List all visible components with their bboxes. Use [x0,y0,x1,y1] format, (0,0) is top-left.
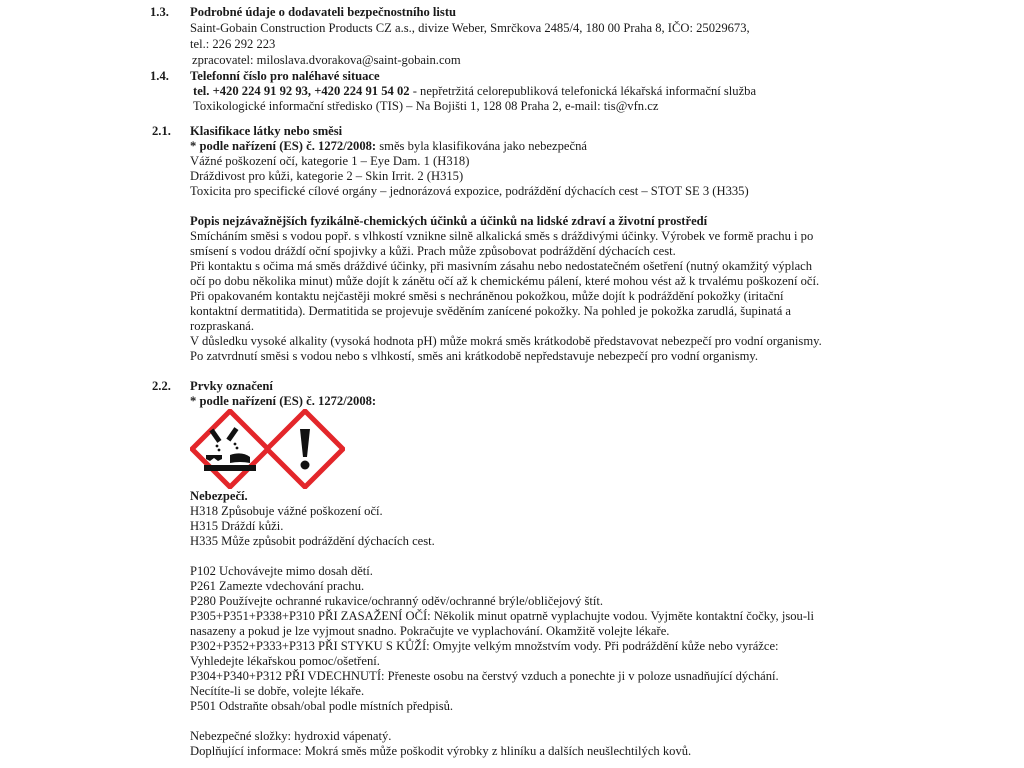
p-statement: P304+P340+P312 PŘI VDECHNUTÍ: Přeneste osobu na čerstvý vzduch a ponechte ji v poloze usnadňující dýchání. [190,669,779,683]
emergency-phone-description: - nepřetržitá celorepubliková telefonická lékařská informační služba [409,84,757,98]
effects-line: rozpraskaná. [190,319,254,333]
p-statement: P302+P352+P333+P313 PŘI STYKU S KŮŽÍ: Omyjte velkým množstvím vody. Při podráždění kůže nebo vyrážce: [190,639,779,653]
supplier-processor-email: zpracovatel: miloslava.dvorakova@saint-gobain.com [192,53,461,67]
effects-line: kontaktní dermatitida). Dermatitida se projevuje svěděním zanícené pokožky. Na pohled je pokožka zarudlá, šupinatá a [190,304,792,318]
effects-title: Popis nejzávažnějších fyzikálně-chemických účinků a účinků na lidské zdraví a životní prostředí [190,214,708,228]
section-title-classification: Klasifikace látky nebo směsi [190,124,343,138]
emergency-phone-line [193,84,756,99]
effects-line: V důsledku vysoké alkality (vysoká hodnota pH) může mokrá směs krátkodobě představovat nebezpečí pro vodní organismy. [190,334,822,348]
section-title-emergency-phone: Telefonní číslo pro naléhavé situace [190,69,380,83]
effects-line: očí po dobu několika minut) může dojít k zánětu očí až k chemickému pálení, které mohou vést až k trvalému poškození očí. [190,274,820,288]
signal-word: Nebezpečí. [190,489,248,503]
effects-line: Po zatvrdnutí směsi s vodou nebo s vlhkostí, směs ani krátkodobě nepředstavuje nebezpečí pro vodní organismy. [190,349,759,363]
classification-regulation [190,139,587,154]
section-number-1-4: 1.4. [150,69,169,83]
p-statement: Necítíte-li se dobře, volejte lékaře. [190,684,365,698]
h-statement: H318 Způsobuje vážné poškození očí. [190,504,383,518]
p-statement: P305+P351+P338+P310 PŘI ZASAŽENÍ OČÍ: Několik minut opatrně vyplachujte vodou. Vyjměte kontaktní čočky, jsou-li [190,609,815,623]
section-number-2-2: 2.2. [152,379,171,393]
section-number-1-3: 1.3. [150,5,169,19]
corrosion-pictogram [190,409,270,489]
p-statement: nasazeny a pokud je lze vyjmout snadno. Pokračujte ve vyplachování. Okamžitě volejte lékaře. [190,624,670,638]
effects-line: Smícháním směsi s vodou popř. s vlhkostí vznikne silně alkalická směs s dráždivými účinky. Výrobek ve formě prachu i po [190,229,814,243]
label-regulation-reference: * podle nařízení (ES) č. 1272/2008: [190,394,377,408]
supplementary-information: Doplňující informace: Mokrá směs může poškodit výrobky z hliníku a dalších neušlechtilých kovů. [190,744,692,758]
hazard-class-skin: Dráždivost pro kůži, kategorie 2 – Skin Irrit. 2 (H315) [190,169,464,183]
classification-statement: směs byla klasifikována jako nebezpečná [376,139,587,153]
p-statement: P261 Zamezte vdechování prachu. [190,579,365,593]
exclamation-mark-pictogram [265,409,345,489]
hazard-class-stot: Toxicita pro specifické cílové orgány – jednorázová expozice, podráždění dýchacích cest – STOT SE 3 (H335) [190,184,749,198]
p-statement: P280 Používejte ochranné rukavice/ochranný oděv/ochranné brýle/obličejový štít. [190,594,604,608]
p-statement: P102 Uchovávejte mimo dosah dětí. [190,564,373,578]
emergency-phone-numbers: tel. +420 224 91 92 93, +420 224 91 54 02 [193,84,410,98]
section-number-2-1: 2.1. [152,124,171,138]
section-title-label-elements: Prvky označení [190,379,273,393]
h-statement: H315 Dráždí kůži. [190,519,284,533]
p-statement: P501 Odstraňte obsah/obal podle místních předpisů. [190,699,454,713]
supplier-phone: tel.: 226 292 223 [190,37,276,51]
regulation-reference: * podle nařízení (ES) č. 1272/2008: [190,139,377,153]
hazardous-components: Nebezpečné složky: hydroxid vápenatý. [190,729,392,743]
effects-line: Při opakovaném kontaktu nejčastěji mokré směsi s nechráněnou pokožkou, může dojít k podráždění pokožky (iritační [190,289,784,303]
supplier-address: Saint-Gobain Construction Products CZ a.s., divize Weber, Smrčkova 2485/4, 180 00 Praha 8, IČO: 25029673, [190,21,750,35]
h-statement: H335 Může způsobit podráždění dýchacích cest. [190,534,435,548]
effects-line: smísení s vodou dráždí oční spojivky a kůži. Prach může způsobovat podráždění dýchacích cest. [190,244,676,258]
hazard-class-eye: Vážné poškození očí, kategorie 1 – Eye Dam. 1 (H318) [190,154,470,168]
effects-line: Při kontaktu s očima má směs dráždivé účinky, při masivním zásahu nebo nedostatečném ošetření (nutný okamžitý výplach [190,259,813,273]
toxicology-center: Toxikologické informační středisko (TIS) – Na Bojišti 1, 128 08 Praha 2, e-mail: tis@vfn.cz [193,99,659,113]
p-statement: Vyhledejte lékařskou pomoc/ošetření. [190,654,380,668]
section-title-supplier: Podrobné údaje o dodavateli bezpečnostního listu [190,5,457,19]
